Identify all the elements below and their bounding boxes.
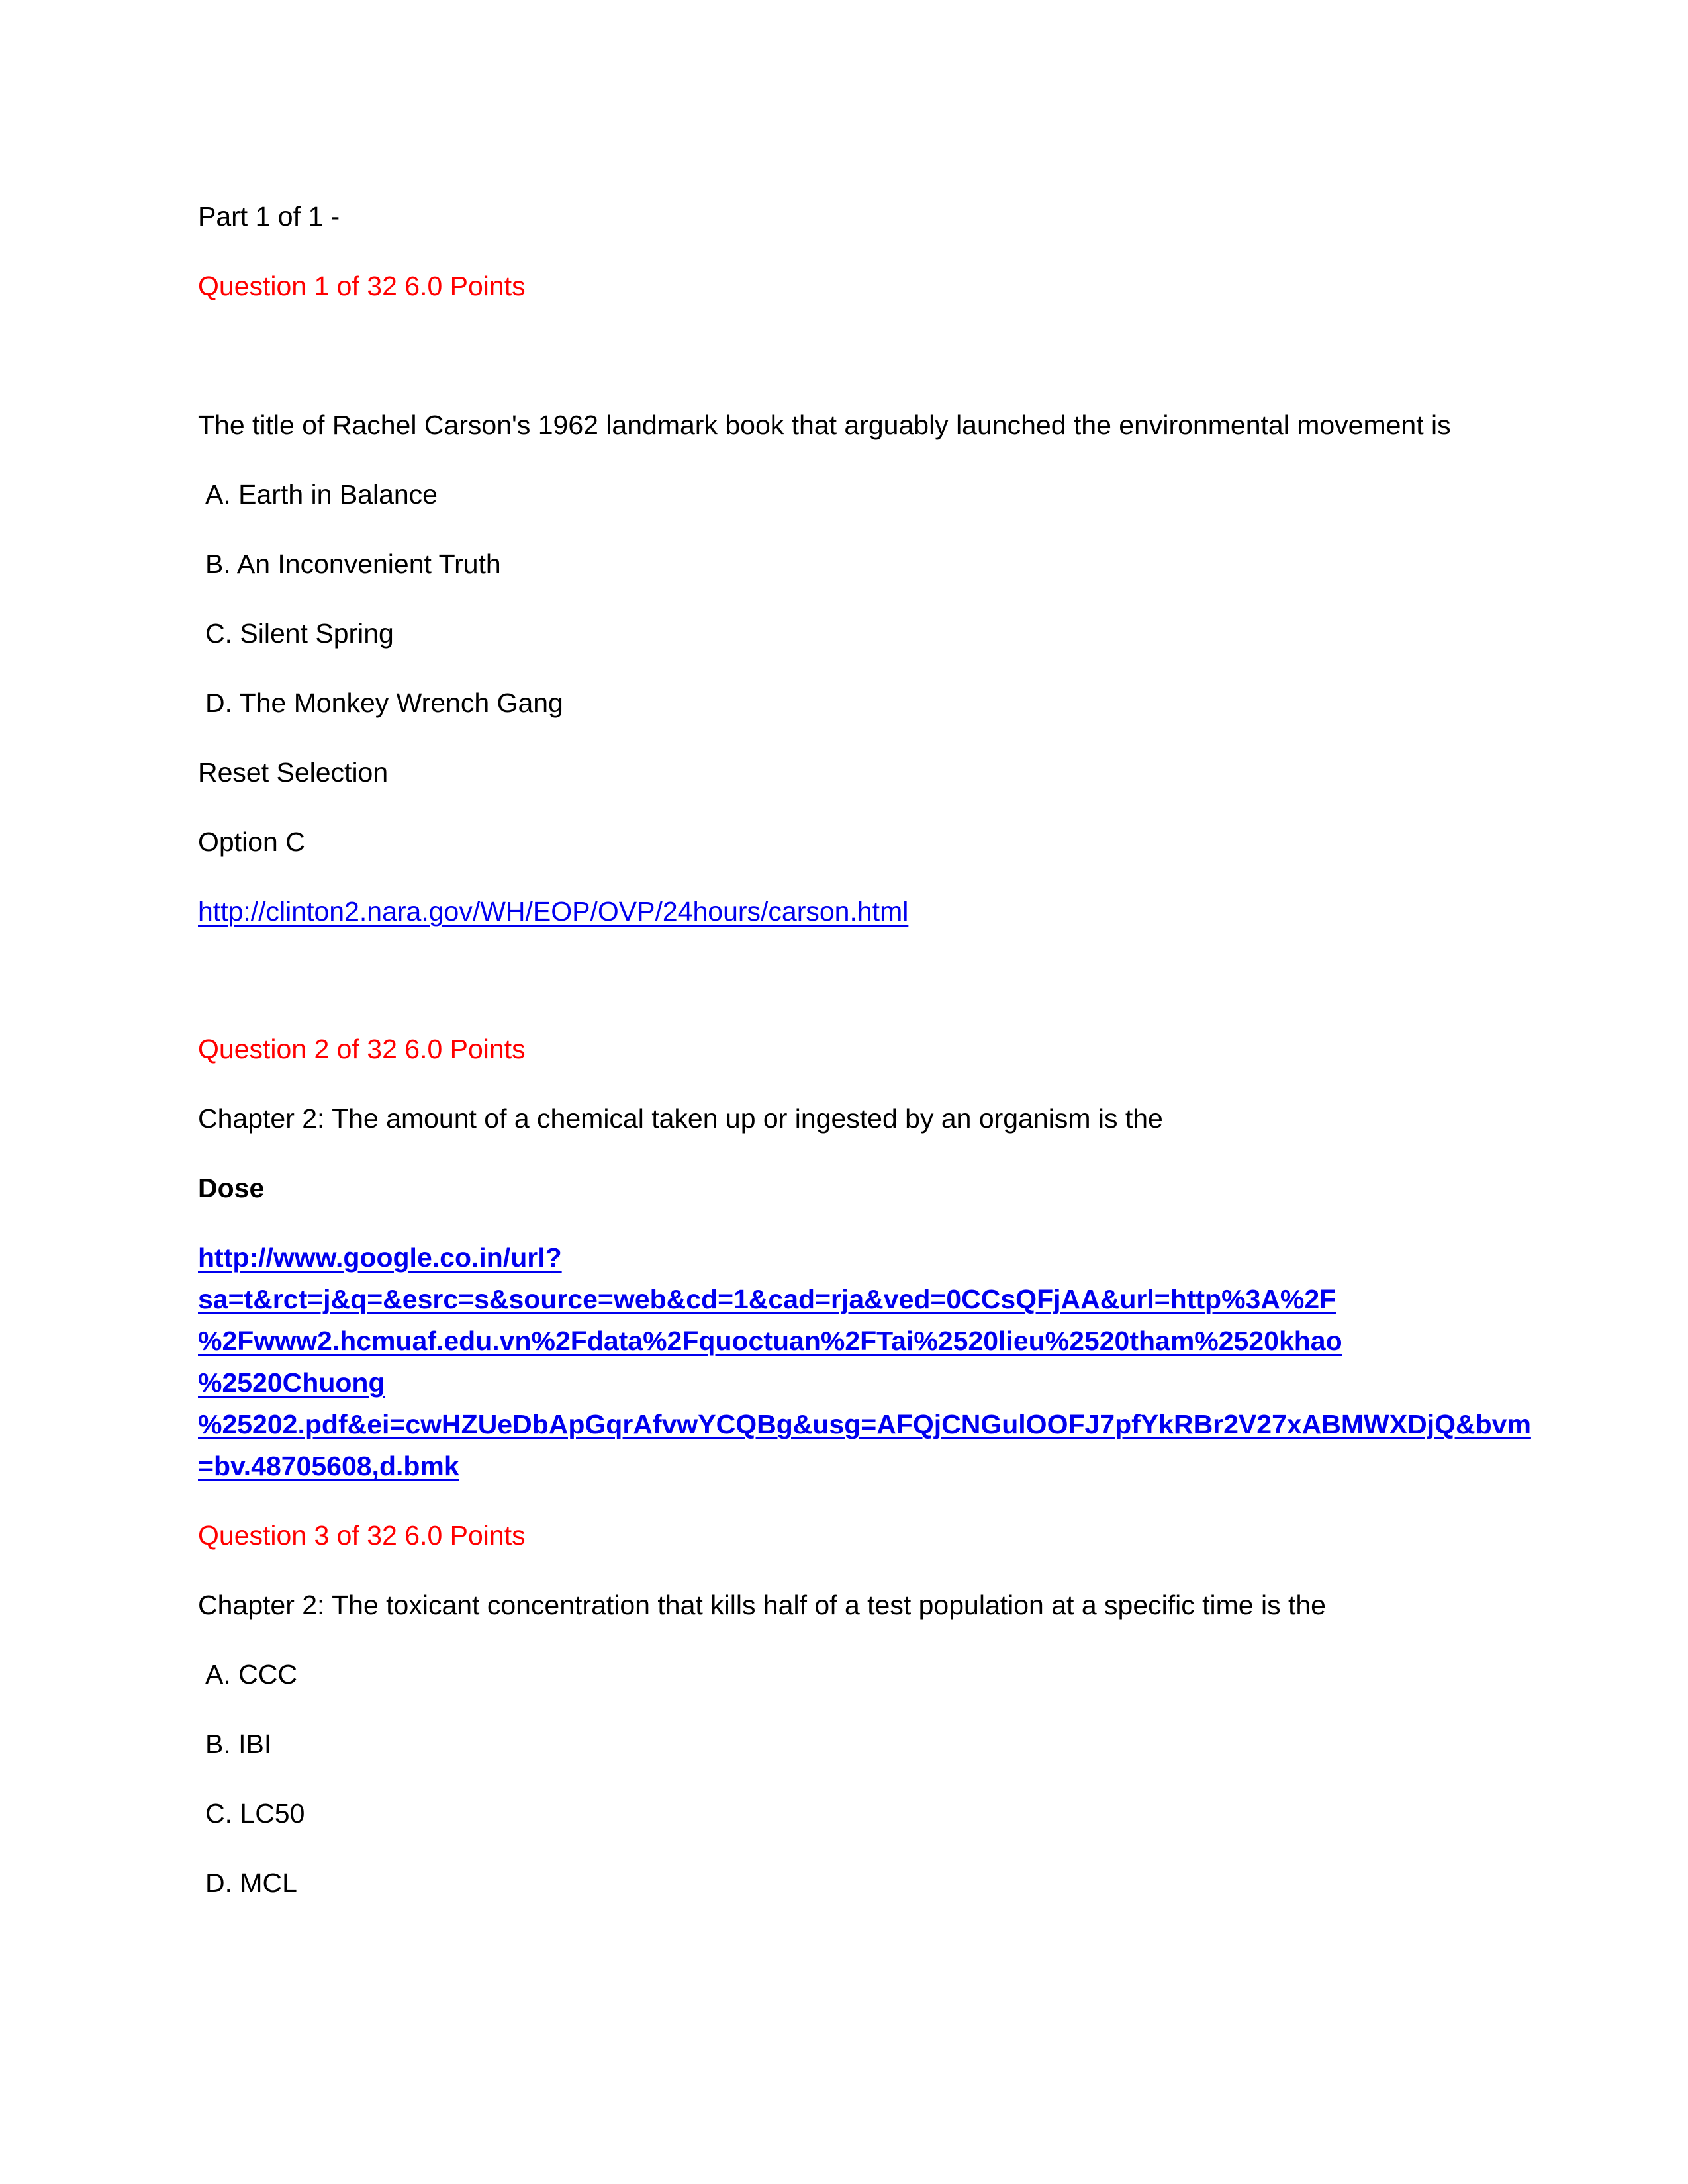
reset-selection[interactable]: Reset Selection xyxy=(198,757,389,788)
question-3-header: Question 3 of 32 6.0 Points xyxy=(198,1520,526,1551)
link-line-3: %2Fwww2.hcmuaf.edu.vn%2Fdata%2Fquoctuan%2FTai%2520lieu%2520tham%2520khao xyxy=(198,1326,1342,1356)
link-line-6: =bv.48705608,d.bmk xyxy=(198,1451,459,1481)
link-line-2: sa=t&rct=j&q=&esrc=s&source=web&cd=1&cad=rja&ved=0CCsQFjAA&url=http%3A%2F xyxy=(198,1284,1336,1314)
question-1-header: Question 1 of 32 6.0 Points xyxy=(198,271,526,301)
question-1-answer: Option C xyxy=(198,827,305,857)
document-page xyxy=(198,196,1531,1932)
question-3-option-c[interactable]: C. LC50 xyxy=(205,1798,305,1829)
link-line-1: http://www.google.co.in/url? xyxy=(198,1242,562,1273)
question-2-header: Question 2 of 32 6.0 Points xyxy=(198,1034,526,1064)
question-2-answer: Dose xyxy=(198,1173,265,1203)
question-1-option-b[interactable]: B. An Inconvenient Truth xyxy=(205,549,501,579)
question-1-option-d[interactable]: D. The Monkey Wrench Gang xyxy=(205,688,563,718)
question-2-text: Chapter 2: The amount of a chemical taken up or ingested by an organism is the xyxy=(198,1103,1163,1134)
question-1-reference-link[interactable]: http://clinton2.nara.gov/WH/EOP/OVP/24hours/carson.html xyxy=(198,896,909,927)
question-3-option-d[interactable]: D. MCL xyxy=(205,1868,297,1898)
question-1-link-row xyxy=(198,891,1495,933)
question-3-option-a[interactable]: A. CCC xyxy=(205,1659,297,1690)
part-header: Part 1 of 1 - xyxy=(198,201,340,232)
question-1-option-a[interactable]: A. Earth in Balance xyxy=(205,479,438,510)
question-1-text: The title of Rachel Carson's 1962 landmark book that arguably launched the environmental movement is xyxy=(198,410,1451,440)
question-3-option-b[interactable]: B. IBI xyxy=(205,1729,272,1759)
link-line-4: %2520Chuong xyxy=(198,1367,385,1398)
question-2-reference-link[interactable] xyxy=(198,1237,1531,1487)
question-1-option-c[interactable]: C. Silent Spring xyxy=(205,618,394,649)
link-line-5: %25202.pdf&ei=cwHZUeDbApGqrAfvwYCQBg&usg=AFQjCNGulOOFJ7pfYkRBr2V27xABMWXDjQ&bvm xyxy=(198,1409,1531,1439)
question-3-text: Chapter 2: The toxicant concentration that kills half of a test population at a specific time is the xyxy=(198,1590,1326,1620)
